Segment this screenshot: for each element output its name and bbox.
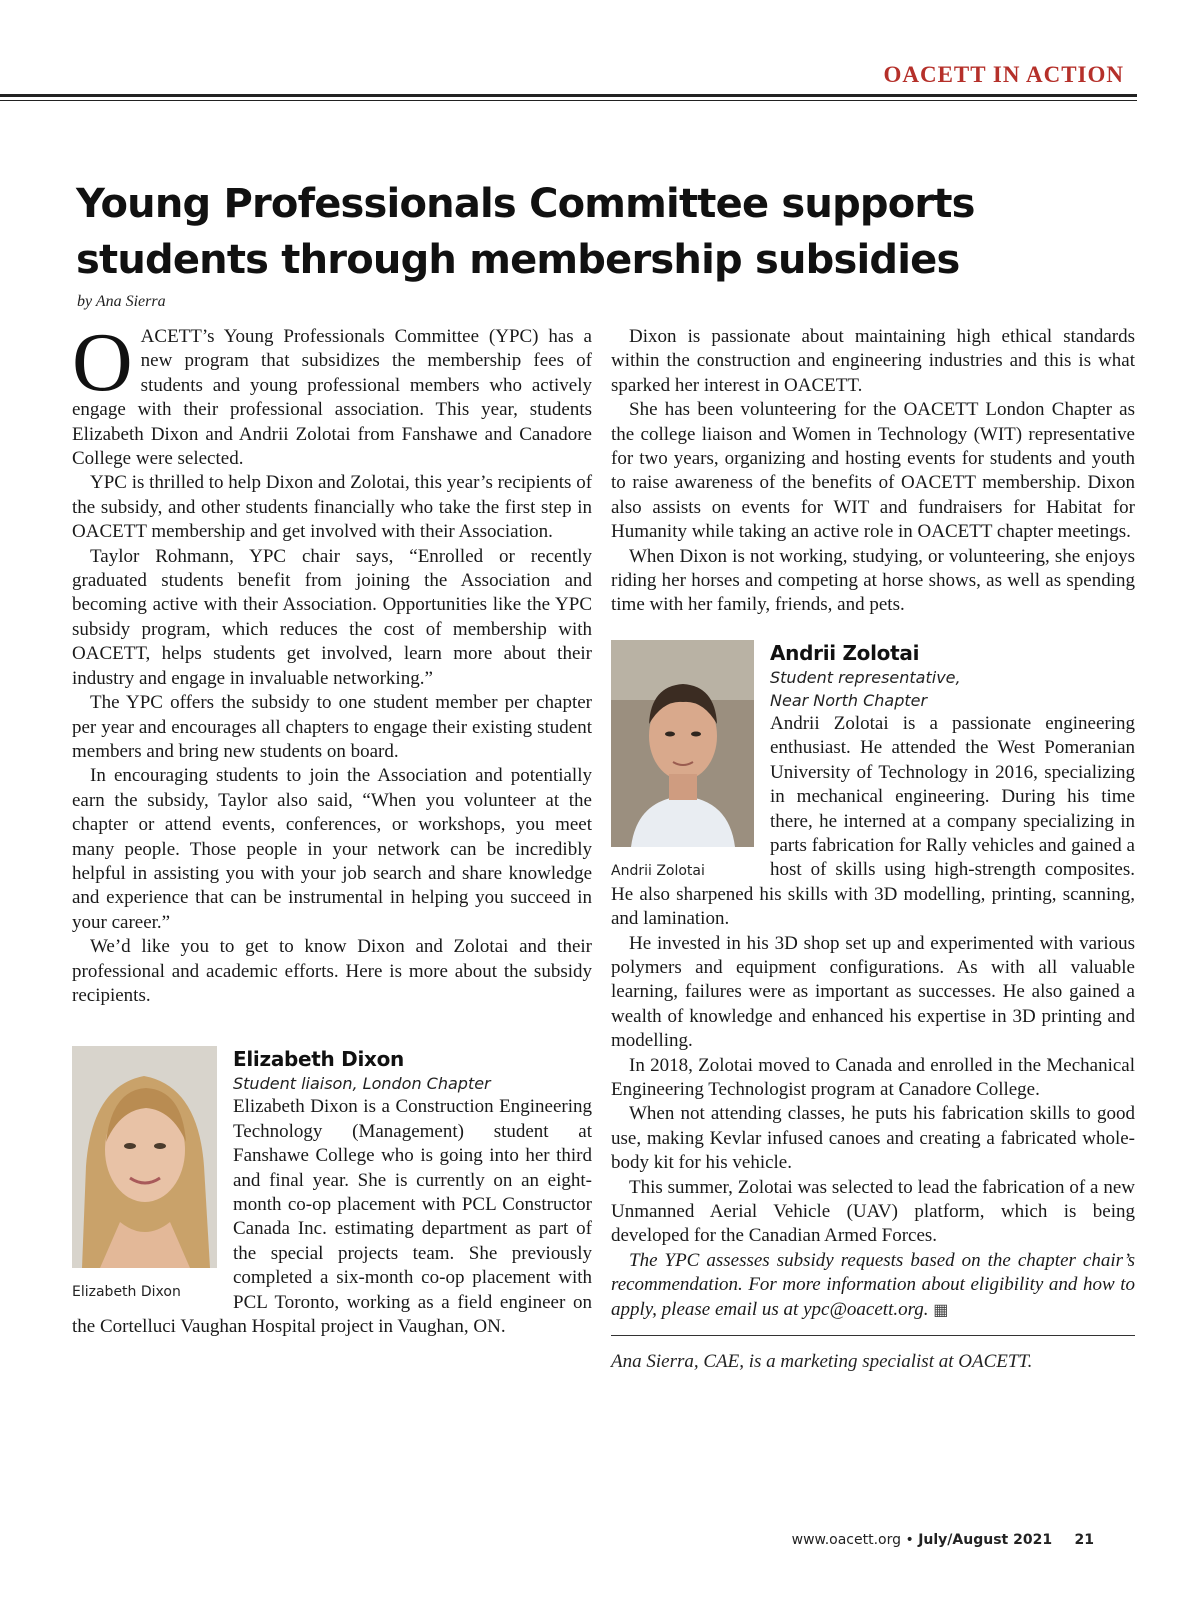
zolotai-role-line2: Near North Chapter	[770, 690, 928, 710]
left-column	[72, 316, 593, 1339]
footer-url[interactable]: www.oacett.org	[791, 1532, 902, 1548]
right-column	[611, 325, 1135, 1374]
author-note: Ana Sierra, CAE, is a marketing specialist at OACETT.	[611, 1351, 1033, 1373]
dixon-photo	[72, 1046, 217, 1268]
end-of-article-icon: ▦	[933, 1301, 949, 1319]
dixon-bio: Elizabeth Dixon is a Construction Engineering Technology (Management) student at Fanshawe College who is going into her third and final year. She is currently on an eight-month co-op placement with PCL Constructor Canada Inc. estimating department as part of the special projects team. She previously completed a six-month co-op placement with PCL Toronto, working as a field engineer on the Cortelluci Vaughan Hospital project in Vaughan, ON.	[72, 1096, 592, 1338]
article-title: Young Professionals Committee supports students through membership subsidies	[76, 181, 975, 283]
zolotai-portrait-image	[611, 640, 754, 847]
intro-text: ACETT’s Young Professionals Committee (YPC) has a new program that subsidizes the membership fees of students and young professional members who actively engage with their professional association. This year, students Elizabeth Dixon and Andrii Zolotai from Fanshawe and Canadore College were selected.	[72, 326, 592, 470]
paragraph: In encouraging students to join the Association and potentially earn the subsidy, Taylor also said, “When you volunteer at the chapter or attend events, conferences, or workshops, you meet many people. Those people in your network can be incredibly helpful in assisting you with your job search and share knowledge and experience that can be instrumental in helping you succeed in your career.”	[72, 765, 592, 933]
byline: by Ana Sierra	[77, 293, 166, 310]
header-rule-thin	[0, 100, 1137, 101]
author-divider	[611, 1335, 1135, 1336]
paragraph: We’d like you to get to know Dixon and Zolotai and their professional and academic efforts. Here is more about the subsidy recipients.	[72, 936, 592, 1006]
paragraph: In 2018, Zolotai moved to Canada and enrolled in the Mechanical Engineering Technologist program at Canadore College.	[611, 1054, 1135, 1100]
paragraph: She has been volunteering for the OACETT London Chapter as the college liaison and Women in Technology (WIT) representative for two years, organizing and hosting events for students and youth to raise awareness of the benefits of OACETT membership. Dixon also assists on events for WIT and fundraisers for Habitat for Humanity while taking an active role in OACETT chapter meetings.	[611, 399, 1135, 543]
header-rule-thick	[0, 94, 1137, 97]
paragraph: Taylor Rohmann, YPC chair says, “Enrolled or recently graduated students benefit from joining the Association and becoming active with their Association. Opportunities like the YPC subsidy program, which reduces the cost of membership with OACETT, helps students get involved, learn more about their industry and engage in invaluable networking.”	[72, 545, 592, 689]
page-footer	[792, 1532, 1094, 1548]
zolotai-figure	[611, 640, 754, 879]
paragraph: When Dixon is not working, studying, or volunteering, she enjoys riding her horses and competing at horse shows, as well as spending time with her family, friends, and pets.	[611, 545, 1135, 616]
footer-separator: •	[905, 1532, 914, 1548]
dixon-role: Student liaison, London Chapter	[233, 1074, 491, 1094]
paragraph: This summer, Zolotai was selected to lead the fabrication of a new Unmanned Aerial Vehicle (UAV) platform, which is being developed for the Canadian Armed Forces.	[611, 1176, 1135, 1247]
paragraph: YPC is thrilled to help Dixon and Zolotai, this year’s recipients of the subsidy, and other students financially who take the first step in OACETT membership and get involved with their Association.	[72, 472, 593, 543]
paragraph: He invested in his 3D shop set up and experimented with various polymers and equipment configurations. As with all valuable learning, failures were as important as successes. He also gained a wealth of knowledge and enhanced his expertise in 3D printing and modelling.	[611, 932, 1135, 1052]
zolotai-role-line1: Student representative,	[770, 667, 961, 687]
zolotai-bio: Andrii Zolotai is a passionate engineering enthusiast. He attended the West Pomeranian University of Technology in 2016, specializing in mechanical engineering. During his time there, he interned at a company specializing in parts fabrication for Rally vehicles and gained a host of skills using high-strength composites. He also sharpened his skills with 3D modelling, printing, scanning, and lamination.	[611, 712, 1135, 930]
closing-note-text: The YPC assesses subsidy requests based on the chapter chair’s recommendation. For more information about eligibility and how to apply, please email us at ypc@oacett.org.	[611, 1249, 1135, 1320]
paragraph: When not attending classes, he puts his fabrication skills to good use, making Kevlar infused canoes and creating a fabricated whole-body kit for his vehicle.	[611, 1103, 1135, 1174]
closing-note	[611, 1249, 1135, 1323]
dixon-caption: Elizabeth Dixon	[72, 1284, 181, 1301]
drop-cap: O	[72, 316, 133, 409]
dixon-portrait-image	[72, 1046, 217, 1268]
intro-paragraph	[72, 316, 592, 471]
zolotai-photo	[611, 640, 754, 847]
paragraph: The YPC offers the subsidy to one student member per chapter per year and encourages all chapters to engage their existing student members and bring new students on board.	[72, 692, 592, 762]
dixon-name: Elizabeth Dixon	[233, 1047, 404, 1072]
section-label: OACETT IN ACTION	[883, 62, 1124, 87]
paragraph: Dixon is passionate about maintaining high ethical standards within the construction and engineering industries and this is what sparked her interest in OACETT.	[611, 326, 1135, 396]
footer-issue: July/August 2021	[918, 1532, 1053, 1548]
page-number: 21	[1074, 1532, 1094, 1548]
dixon-figure	[72, 1046, 217, 1300]
zolotai-caption: Andrii Zolotai	[611, 862, 705, 879]
zolotai-name: Andrii Zolotai	[770, 640, 920, 665]
